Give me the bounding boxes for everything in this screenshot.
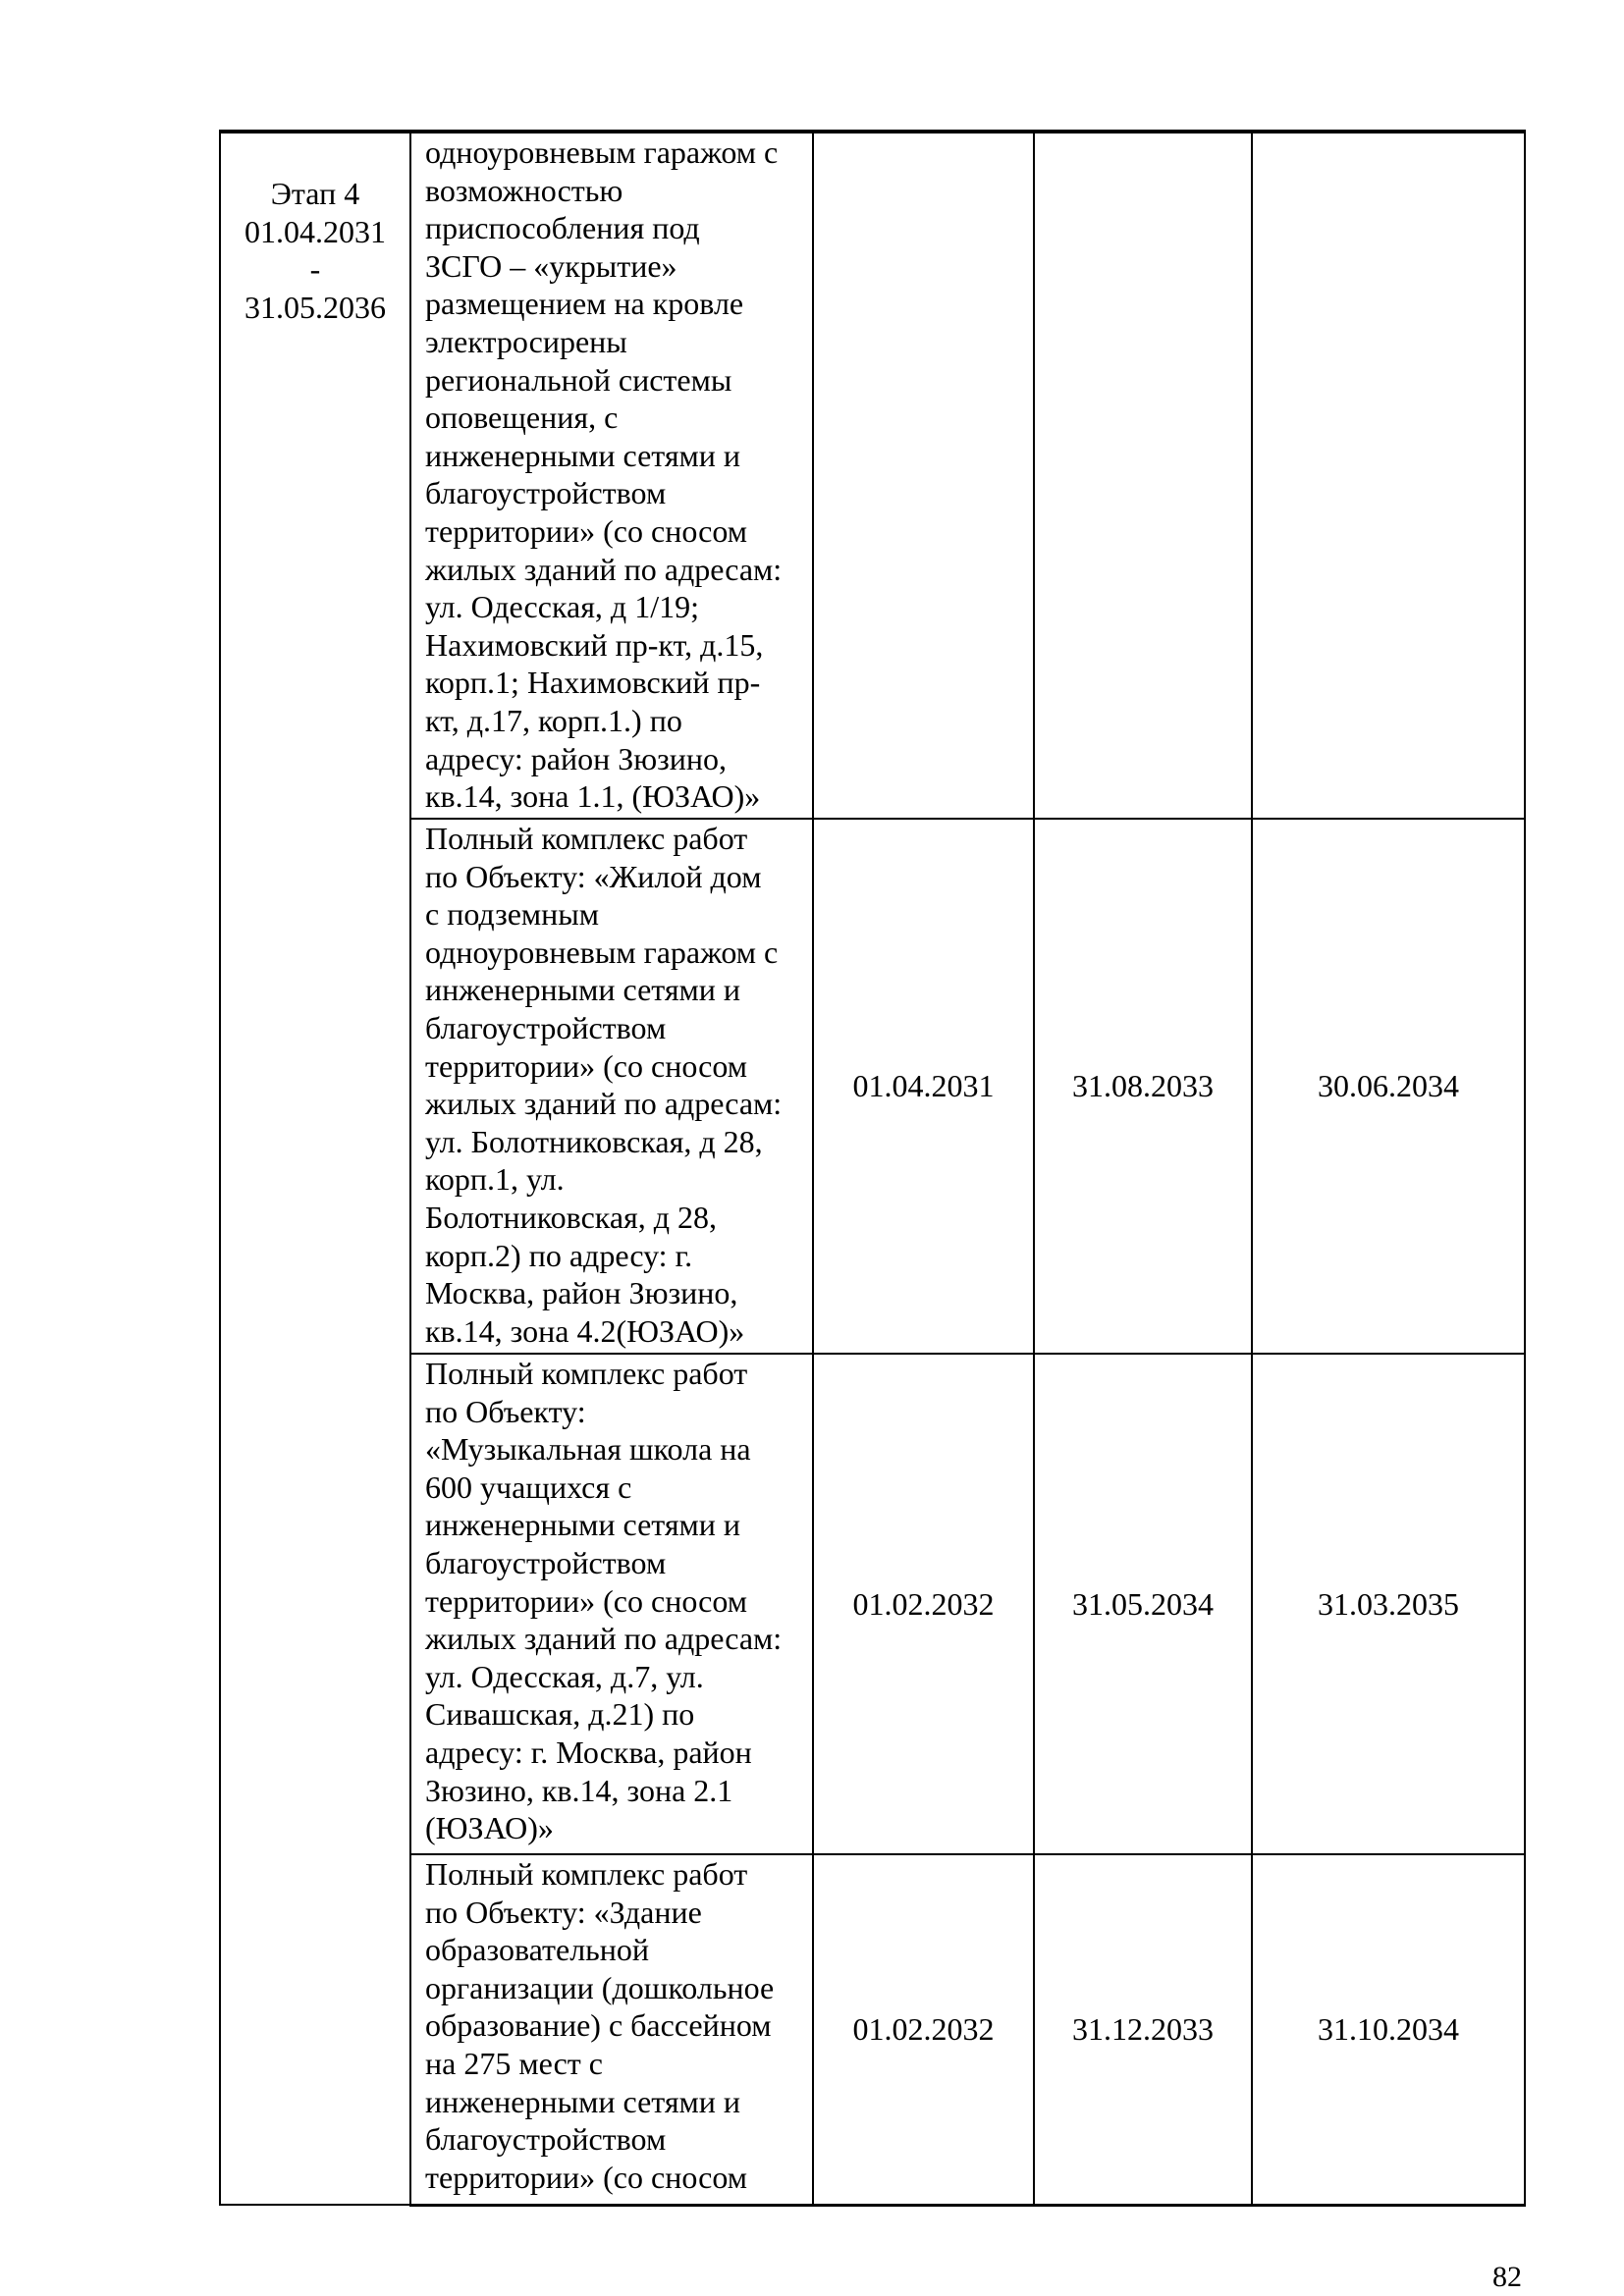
description-line: Полный комплекс работ [425, 1356, 748, 1391]
completion-date-cell: 31.08.2033 [1034, 819, 1252, 1354]
commissioning-date-cell: 30.06.2034 [1252, 819, 1525, 1354]
description-line: территории» (со сносом [425, 1047, 747, 1084]
description-line: организации (дошкольное [425, 1969, 775, 2005]
commissioning-date-cell [1252, 132, 1525, 819]
stage-title: Этап 4 [270, 176, 360, 211]
description-line: региональной системы [425, 361, 732, 398]
description-line: кв.14, зона 1.1, (ЮЗАО)» [425, 778, 761, 815]
stage-date-separator: - [309, 251, 321, 288]
stage-start-date: 01.04.2031 [244, 213, 386, 249]
description-line: приспособления под [425, 210, 700, 246]
description-line: территории» (со сносом [425, 512, 747, 549]
description-line: жилых зданий по адресам: [425, 1621, 783, 1657]
description-line: «Музыкальная школа на [425, 1431, 751, 1468]
description-line: благоустройством [425, 2121, 667, 2158]
description-line: одноуровневым гаражом с [425, 134, 779, 170]
description-line: кт, д.17, корп.1.) по [425, 702, 682, 738]
description-line: жилых зданий по адресам: [425, 551, 783, 587]
description-line: возможностью [425, 172, 623, 208]
commissioning-date-cell: 31.10.2034 [1252, 1854, 1525, 2205]
description-line: по Объекту: «Здание [425, 1894, 702, 1930]
description-line: ул. Одесская, д 1/19; [425, 589, 699, 625]
description-line: ЗСГО – «укрытие» [425, 247, 677, 284]
description-line: оповещения, с [425, 400, 619, 436]
table-row [220, 132, 1525, 819]
description-line: адресу: г. Москва, район [425, 1734, 752, 1770]
start-date-cell: 01.02.2032 [813, 1354, 1034, 1854]
description-line: благоустройством [425, 475, 667, 511]
completion-date-cell [1034, 132, 1252, 819]
description-line: образование) с бассейном [425, 2007, 772, 2044]
description-line: территории» (со сносом [425, 1582, 747, 1619]
description-line: Полный комплекс работ [425, 1856, 748, 1892]
object-description [410, 1354, 813, 1854]
commissioning-date-cell: 31.03.2035 [1252, 1354, 1525, 1854]
description-line: корп.2) по адресу: г. [425, 1237, 693, 1273]
table-row [220, 1854, 1525, 2205]
description-line: (ЮЗАО)» [425, 1810, 554, 1846]
description-line: инженерными сетями и [425, 437, 741, 473]
page-number: 82 [1492, 2261, 1522, 2293]
description-line: Нахимовский пр-кт, д.15, [425, 626, 764, 663]
description-line: инженерными сетями и [425, 2083, 741, 2119]
description-line: на 275 мест с [425, 2045, 603, 2081]
description-line: инженерными сетями и [425, 1507, 741, 1543]
start-date-cell [813, 132, 1034, 819]
description-line: одноуровневым гаражом с [425, 934, 779, 970]
start-date-cell: 01.02.2032 [813, 1854, 1034, 2205]
description-line: Полный комплекс работ [425, 821, 748, 856]
object-description [410, 132, 813, 819]
description-line: с подземным [425, 896, 600, 933]
description-line: жилых зданий по адресам: [425, 1086, 783, 1122]
description-line: по Объекту: «Жилой дом [425, 858, 762, 894]
description-line: размещением на кровле [425, 286, 744, 322]
description-line: по Объекту: [425, 1393, 586, 1429]
description-line: адресу: район Зюзино, [425, 740, 728, 776]
stage-cell [220, 132, 410, 2205]
object-description [410, 1854, 813, 2205]
table-row [220, 1354, 1525, 1854]
completion-date-cell: 31.05.2034 [1034, 1354, 1252, 1854]
description-line: ул. Одесская, д.7, ул. [425, 1658, 704, 1694]
description-line: корп.1; Нахимовский пр- [425, 665, 761, 701]
description-line: 600 учащихся с [425, 1468, 632, 1505]
table-row [220, 819, 1525, 1354]
description-line: ул. Болотниковская, д 28, [425, 1123, 763, 1159]
description-line: инженерными сетями и [425, 972, 741, 1008]
completion-date-cell: 31.12.2033 [1034, 1854, 1252, 2205]
description-line: корп.1, ул. [425, 1161, 565, 1198]
description-line: благоустройством [425, 1544, 667, 1580]
description-line: благоустройством [425, 1009, 667, 1045]
description-line: кв.14, зона 4.2(ЮЗАО)» [425, 1312, 745, 1349]
description-line: территории» (со сносом [425, 2159, 747, 2195]
description-line: Сивашская, д.21) по [425, 1696, 695, 1733]
stage-end-date: 31.05.2036 [244, 289, 386, 325]
description-line: Москва, район Зюзино, [425, 1275, 738, 1311]
description-line: Зюзино, кв.14, зона 2.1 [425, 1772, 733, 1808]
description-line: образовательной [425, 1932, 649, 1968]
start-date-cell: 01.04.2031 [813, 819, 1034, 1354]
object-description [410, 819, 813, 1354]
schedule-table [219, 130, 1526, 2207]
description-line: Болотниковская, д 28, [425, 1199, 718, 1235]
description-line: электросирены [425, 323, 627, 359]
